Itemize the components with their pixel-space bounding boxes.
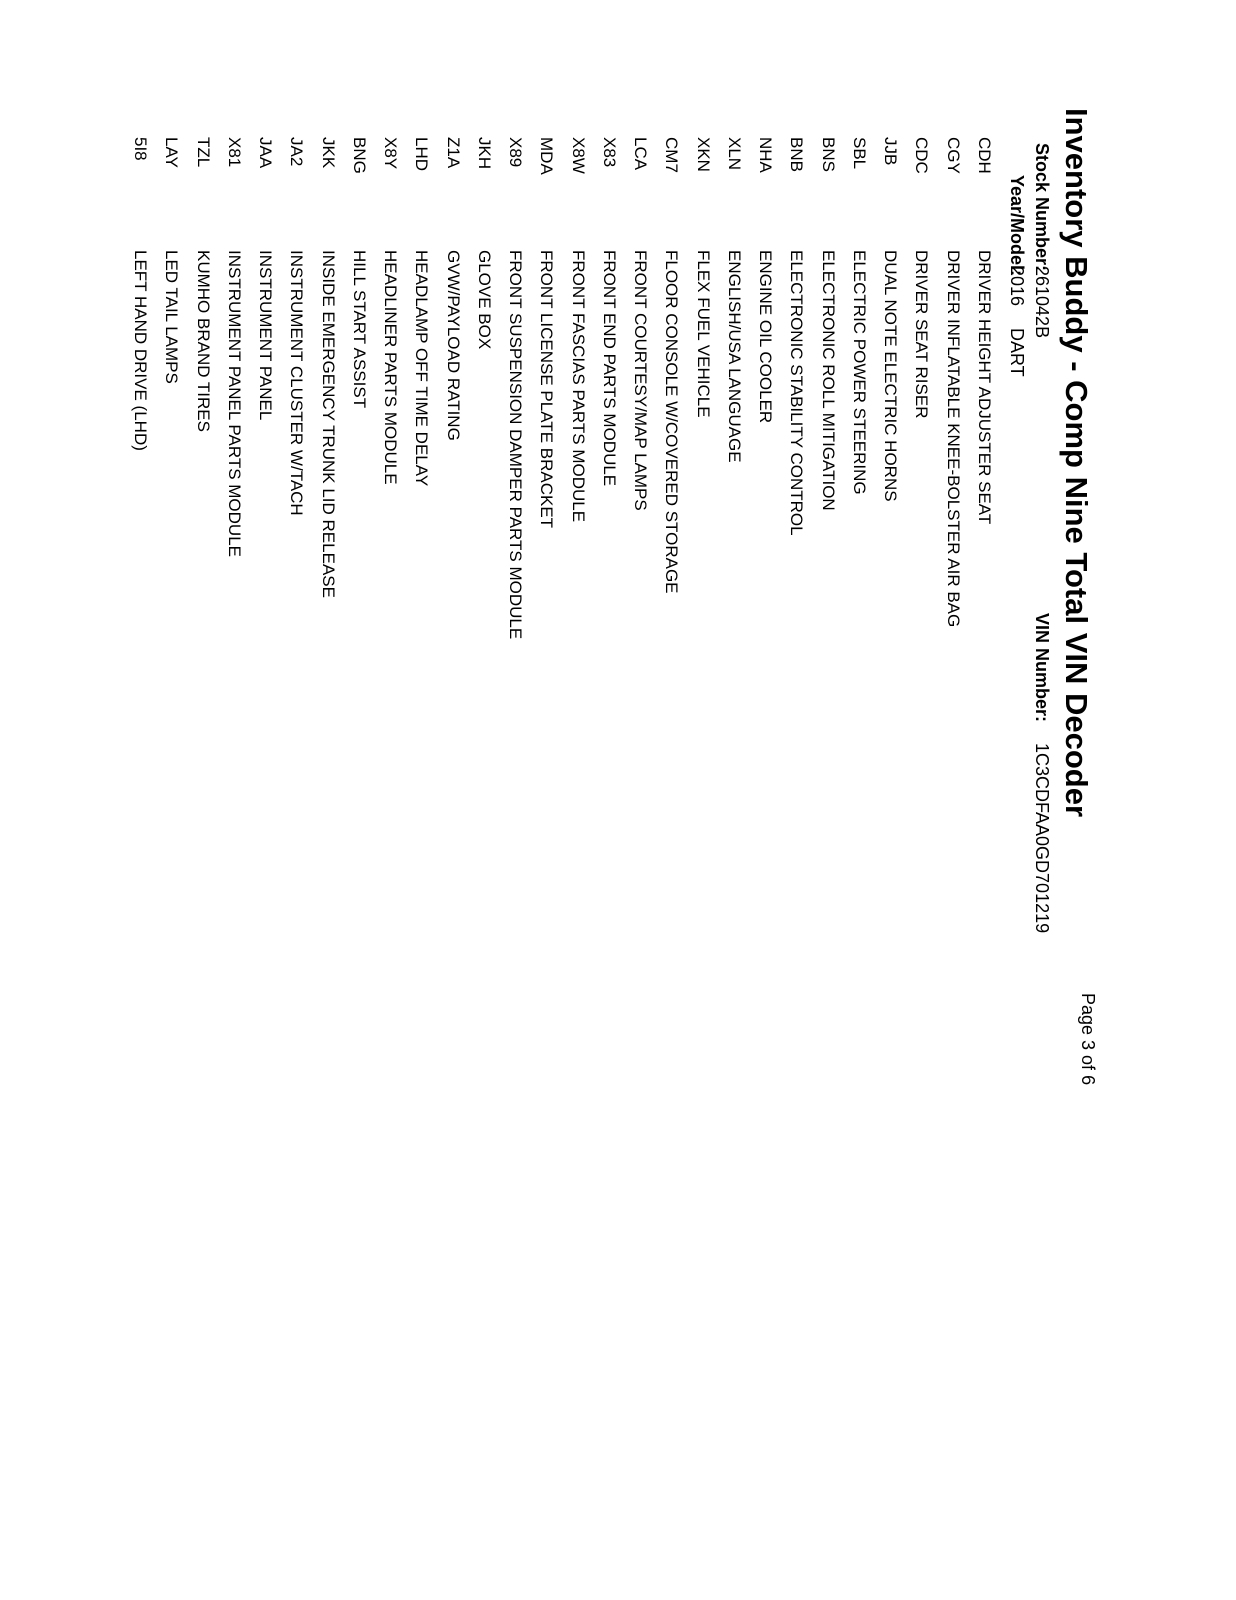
- option-row: [900, 0, 931, 1200]
- option-row: [713, 0, 744, 1200]
- option-code: Z1A: [443, 137, 463, 169]
- option-code: MDA: [537, 137, 557, 175]
- year-model-field: [1006, 175, 1027, 377]
- option-code: LHD: [412, 137, 432, 172]
- option-description: DRIVER INFLATABLE KNEE-BOLSTER AIR BAG: [943, 250, 963, 628]
- option-row: [744, 0, 775, 1200]
- option-row: [150, 0, 181, 1200]
- option-code: JJB: [881, 137, 901, 166]
- option-list: [119, 0, 994, 1200]
- option-code: CDH: [975, 137, 994, 174]
- option-description: FRONT COURTESY/MAP LAMPS: [631, 250, 651, 511]
- option-row: [838, 0, 869, 1200]
- model-value: DART: [1007, 328, 1027, 377]
- option-description: INSTRUMENT CLUSTER W/TACH: [287, 250, 307, 516]
- option-description: LEFT HAND DRIVE (LHD): [131, 250, 151, 451]
- option-row: [494, 0, 525, 1200]
- option-code: JKH: [475, 137, 494, 170]
- option-code: BNB: [787, 137, 807, 172]
- option-description: ENGINE OIL COOLER: [756, 250, 776, 424]
- option-description: FLEX FUEL VEHICLE: [693, 250, 713, 418]
- option-code: X8W: [568, 137, 588, 174]
- option-code: X89: [506, 137, 526, 168]
- option-row: [244, 0, 275, 1200]
- stock-number-value: 26104​2B: [1032, 266, 1052, 339]
- option-code: LCA: [631, 137, 651, 171]
- option-row: [557, 0, 588, 1200]
- option-description: DRIVER HEIGHT ADJUSTER SEAT: [975, 250, 994, 525]
- option-description: GVW/PAYLOAD RATING: [443, 250, 463, 441]
- option-code: NHA: [756, 137, 776, 173]
- option-row: [369, 0, 400, 1200]
- option-code: XKN: [693, 137, 713, 172]
- option-code: LAY: [162, 137, 182, 168]
- option-description: ELECTRONIC ROLL MITIGATION: [818, 250, 838, 511]
- option-row: [338, 0, 369, 1200]
- option-description: GLOVE BOX: [475, 250, 494, 350]
- page-title: Inventory Buddy - Comp Nine Total VIN Decoder: [1059, 108, 1094, 818]
- option-description: INSIDE EMERGENCY TRUNK LID RELEASE: [318, 250, 338, 598]
- option-row: [619, 0, 650, 1200]
- option-row: [682, 0, 713, 1200]
- option-row: [432, 0, 463, 1200]
- option-description: FLOOR CONSOLE W/COVERED STORAGE: [662, 250, 682, 594]
- option-description: DUAL NOTE ELECTRIC HORNS: [881, 250, 901, 502]
- option-description: FRONT SUSPENSION DAMPER PARTS MODULE: [506, 250, 526, 640]
- option-code: CGY: [943, 137, 963, 174]
- option-description: INSTRUMENT PANEL PARTS MODULE: [225, 250, 244, 557]
- option-row: [119, 0, 150, 1200]
- option-code: X83: [600, 137, 619, 168]
- option-row: [963, 0, 994, 1200]
- option-code: BNG: [350, 137, 369, 174]
- option-description: FRONT LICENSE PLATE BRACKET: [537, 250, 557, 529]
- option-description: HEADLAMP OFF TIME DELAY: [412, 250, 432, 487]
- option-row: [588, 0, 619, 1200]
- option-code: X81: [225, 137, 244, 168]
- stock-number-field: [1031, 143, 1052, 339]
- option-description: LED TAIL LAMPS: [162, 250, 182, 384]
- year-value: 2016: [1007, 266, 1027, 307]
- option-description: FRONT END PARTS MODULE: [600, 250, 619, 487]
- vin-number-value: 1C3CDFAA0GD701219: [1032, 743, 1052, 934]
- option-code: JKK: [318, 137, 338, 169]
- option-code: CDC: [912, 137, 932, 174]
- option-row: [182, 0, 213, 1200]
- option-description: INSTRUMENT PANEL: [256, 250, 276, 421]
- option-code: TZL: [193, 137, 213, 168]
- stock-number-label: Stock Number:: [1032, 143, 1052, 272]
- option-row: [775, 0, 806, 1200]
- option-code: SBL: [850, 137, 869, 170]
- option-row: [869, 0, 900, 1200]
- option-row: [650, 0, 681, 1200]
- option-code: JAA: [256, 137, 276, 169]
- option-row: [525, 0, 556, 1200]
- option-description: ENGLISH/USA LANGUAGE: [725, 250, 744, 463]
- option-row: [400, 0, 431, 1200]
- option-row: [275, 0, 306, 1200]
- option-row: [307, 0, 338, 1200]
- option-description: ELECTRONIC STABILITY CONTROL: [787, 250, 807, 536]
- option-description: HILL START ASSIST: [350, 250, 369, 409]
- option-code: JA2: [287, 137, 307, 167]
- option-description: FRONT FASCIAS PARTS MODULE: [568, 250, 588, 523]
- option-description: KUMHO BRAND TIRES: [193, 250, 213, 432]
- option-code: CM7: [662, 137, 682, 173]
- option-row: [463, 0, 494, 1200]
- vin-number-label: VIN Number:: [1032, 613, 1052, 723]
- option-code: X8Y: [381, 137, 401, 170]
- option-description: ELECTRIC POWER STEERING: [850, 250, 869, 495]
- option-row: [213, 0, 244, 1200]
- year-model-label: Year/Model:: [1007, 175, 1027, 277]
- vin-number-field: [1031, 613, 1052, 934]
- page-number: Page 3 of 6: [1078, 993, 1098, 1086]
- option-row: [932, 0, 963, 1200]
- option-description: HEADLINER PARTS MODULE: [381, 250, 401, 485]
- option-code: 5I8: [131, 137, 151, 161]
- option-code: BNS: [818, 137, 838, 172]
- option-description: DRIVER SEAT RISER: [912, 250, 932, 419]
- option-row: [807, 0, 838, 1200]
- option-code: XLN: [725, 137, 744, 171]
